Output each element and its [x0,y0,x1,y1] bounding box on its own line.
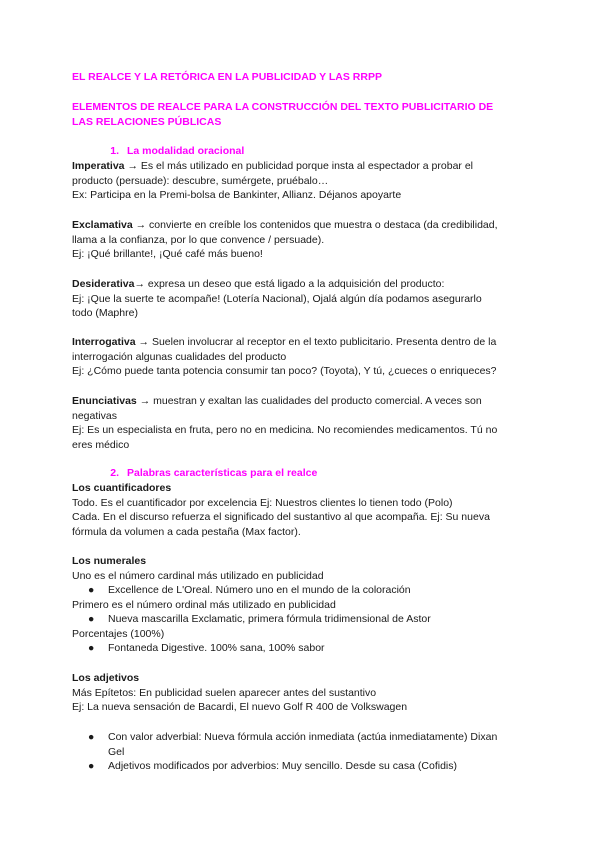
exclamativa-term: Exclamativa [72,219,133,231]
enunciativas-line-2: negativas [72,409,117,422]
enunciativas-term: Enunciativas [72,395,137,407]
section-2-heading [72,466,532,481]
desiderativa-example-1: Ej: ¡Que la suerte te acompañe! (Lotería Nacional), Ojalá algún día podamos asegurarlo [72,292,482,305]
interrogativa-example: Ej: ¿Cómo puede tanta potencia consumir tan poco? (Toyota), Y tú, ¿cueces o enriqueces? [72,365,497,377]
list-item-text: Excellence de L'Oreal. Número uno en el mundo de la coloración [108,584,411,596]
desiderativa-example-2: todo (Maphre) [72,307,138,319]
list-item-text: Adjetivos modificados por adverbios: Muy sencillo. Desde su casa (Cofidis) [108,760,457,772]
list-item [72,730,532,745]
interrogativa-line-2: interrogación algunas cualidades del producto [72,350,287,363]
interrogativa-term: Interrogativa [72,336,136,348]
subtitle-line-1: ELEMENTOS DE REALCE PARA LA CONSTRUCCIÓN DEL TEXTO PUBLICITARIO DE [72,101,494,113]
section-2-number: 2. [110,467,119,479]
section-1-number: 1. [110,145,119,157]
cuantificadores-heading: Los cuantificadores [72,482,172,494]
document-subtitle [72,100,532,129]
adjetivos-bullets [72,730,532,774]
enunciativas-paragraph [72,394,532,452]
arrow-icon: → [127,160,138,172]
desiderativa-term: Desiderativa [72,278,135,290]
list-item-continuation [72,745,532,760]
cuantificadores-line-3: fórmula da volumen a cada pestaña (Max factor). [72,525,301,538]
list-item [72,612,532,627]
exclamativa-line-1: convierte en creíble los contenidos que muestra o destaca (da credibilidad, [146,219,498,231]
numerales-line-2: Primero es el número ordinal más utilizado en publicidad [72,598,336,611]
bullet-icon: ● [88,760,95,772]
cuantificadores-block [72,481,532,539]
arrow-icon: → [135,336,150,348]
interrogativa-line-1: Suelen involucrar al receptor en el texto publicitario. Presenta dentro de la [149,336,497,348]
bullet-icon: ● [88,731,95,743]
imperativa-paragraph [72,159,532,203]
bullet-icon: ● [88,584,95,596]
imperativa-example: Ex: Participa en la Premi-bolsa de Bankinter, Allianz. Déjanos apoyarte [72,189,402,201]
cuantificadores-line-1: Todo. Es el cuantificador por excelencia Ej: Nuestros clientes lo tienen todo (Polo) [72,496,453,509]
numerales-block [72,554,532,656]
title-text: EL REALCE Y LA RETÓRICA EN LA PUBLICIDAD Y LAS RRPP [72,71,382,83]
interrogativa-paragraph [72,335,532,379]
list-item [72,583,532,598]
imperativa-line-2: producto (persuade): descubre, sumérgete, pruébalo… [72,174,329,187]
list-item-text: Con valor adverbial: Nueva fórmula acción inmediata (actúa inmediatamente) Dixan [108,731,498,743]
bullet-icon: ● [88,642,95,654]
imperativa-line-1: Es el más utilizado en publicidad porque insta al espectador a probar el [137,160,473,172]
desiderativa-paragraph [72,277,532,321]
exclamativa-line-2: llama a la confianza, por lo que convence / persuade). [72,233,325,246]
enunciativas-line-1: muestran y exaltan las cualidades del producto comercial. A veces son [150,395,482,407]
desiderativa-line-1: expresa un deseo que está ligado a la adquisición del producto: [144,278,445,290]
subtitle-line-2: LAS RELACIONES PÚBLICAS [72,115,222,128]
document-title [72,70,532,85]
numerales-heading: Los numerales [72,555,147,567]
list-item-text: Nueva mascarilla Exclamatic, primera fórmula tridimensional de Astor [108,613,431,625]
imperativa-term: Imperativa [72,160,125,172]
enunciativas-example-2: eres médico [72,438,130,451]
arrow-icon: → [134,278,145,290]
adjetivos-block [72,671,532,715]
adjetivos-line-2: Ej: La nueva sensación de Bacardi, El nuevo Golf R 400 de Volkswagen [72,701,408,713]
list-item [72,759,532,774]
section-1-heading [72,144,532,159]
enunciativas-example-1: Ej: Es un especialista en fruta, pero no en medicina. No recomiendes medicamentos. Tú no [72,424,498,436]
list-item-text: Gel [108,745,125,758]
section-2-title: Palabras características para el realce [127,467,318,479]
list-item [72,641,532,656]
cuantificadores-line-2: Cada. En el discurso refuerza el significado del sustantivo al que acompaña. Ej: Su nueva [72,511,490,523]
numerales-line-3: Porcentajes (100%) [72,627,165,640]
adjetivos-line-1: Más Epítetos: En publicidad suelen aparecer antes del sustantivo [72,686,377,699]
section-1-title: La modalidad oracional [127,145,245,157]
list-item-text: Fontaneda Digestive. 100% sana, 100% sabor [108,642,325,654]
arrow-icon: → [135,219,147,231]
numerales-line-1: Uno es el número cardinal más utilizado en publicidad [72,569,324,582]
exclamativa-example: Ej: ¡Qué brillante!, ¡Qué café más bueno! [72,248,263,260]
exclamativa-paragraph [72,218,532,262]
adjetivos-heading: Los adjetivos [72,672,140,684]
bullet-icon: ● [88,613,95,625]
arrow-icon: → [136,395,151,407]
